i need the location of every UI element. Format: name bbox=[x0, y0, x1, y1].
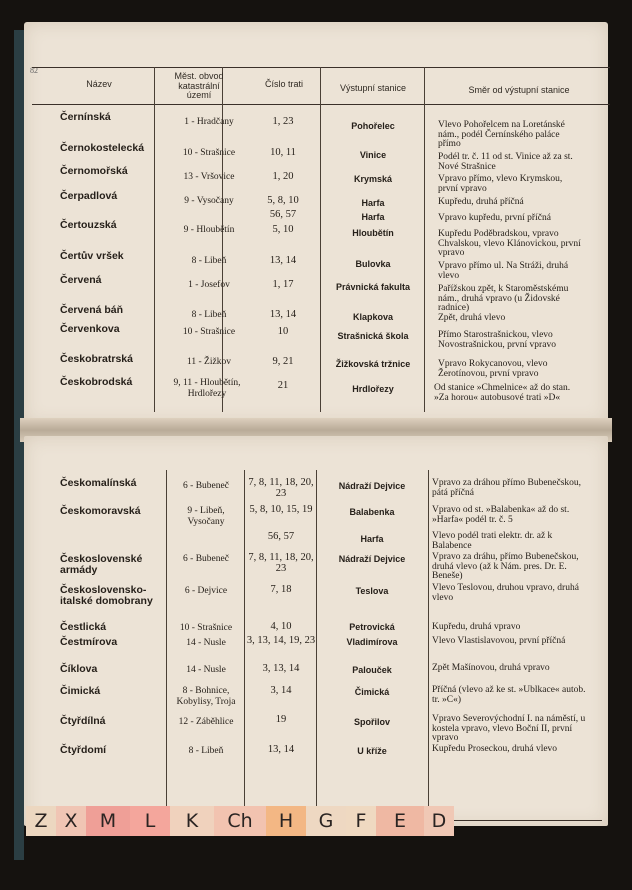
track-numbers: 3, 14 bbox=[270, 685, 292, 696]
street-name: Českobrodská bbox=[60, 376, 133, 388]
stop-name: Spořilov bbox=[353, 717, 390, 727]
direction-text: Kupředu Proseckou, druhá vlevo bbox=[432, 744, 558, 754]
track-numbers: 3, 13, 14 bbox=[262, 663, 300, 674]
district: 12 - Záběhlice bbox=[178, 717, 234, 727]
index-tab-strip bbox=[26, 806, 596, 846]
stop-name: Harfa bbox=[361, 198, 385, 208]
district: 9, 11 - Hloubětín, Hrdlořezy bbox=[173, 378, 241, 399]
table-top-rule bbox=[32, 67, 610, 68]
index-tab[interactable]: Z bbox=[26, 806, 56, 836]
district: 1 - Hradčany bbox=[184, 117, 234, 127]
stop-name: Harfa bbox=[361, 212, 385, 222]
direction-text: Kupředu, druhá vpravo bbox=[432, 622, 521, 632]
district: 6 - Bubeneč bbox=[183, 554, 229, 564]
direction-text: Vpravo přímo, vlevo Krymskou, první vpravo bbox=[438, 174, 563, 194]
street-name: Červená báň bbox=[60, 304, 124, 316]
index-tab[interactable]: X bbox=[56, 806, 86, 836]
track-numbers: 13, 14 bbox=[269, 309, 297, 320]
index-tab[interactable]: L bbox=[130, 806, 170, 836]
index-tab[interactable]: Ch bbox=[214, 806, 266, 836]
header-rule bbox=[32, 104, 610, 105]
district: 9 - Vysočany bbox=[184, 196, 234, 206]
track-numbers: 7, 8, 11, 18, 20, 23 bbox=[248, 552, 314, 574]
district: 9 - Libeň, Vysočany bbox=[187, 506, 225, 527]
district: 8 - Libeň bbox=[191, 256, 227, 266]
stop-name: Vladimírova bbox=[346, 637, 398, 647]
direction-text: Přímo Starostrašnickou, vlevo Novostrašnickou, první vpravo bbox=[438, 330, 556, 350]
stop-name: Bulovka bbox=[355, 259, 391, 269]
street-name: Českomoravská bbox=[60, 505, 141, 517]
stop-name: Vinice bbox=[359, 150, 387, 160]
direction-text: Vlevo Vlastislavovou, první příčná bbox=[432, 636, 566, 646]
direction-text: Vpravo za dráhu, přímo Bubenečskou, druhá vlevo (až k Nám. pres. Dr. E. Beneše) bbox=[432, 552, 579, 581]
street-name: Čtyřdílná bbox=[60, 715, 106, 727]
district: 8 - Libeň bbox=[191, 310, 227, 320]
track-numbers: 13, 14 bbox=[267, 744, 295, 755]
track-numbers: 3, 13, 14, 19, 23 bbox=[246, 635, 316, 646]
direction-text: Vpravo přímo ul. Na Stráži, druhá vlevo bbox=[438, 261, 569, 281]
track-numbers: 1, 20 bbox=[272, 171, 294, 182]
stop-name: Palouček bbox=[352, 665, 392, 675]
track-numbers: 19 bbox=[275, 714, 287, 725]
page-number: 82 bbox=[30, 66, 38, 75]
stop-name: Petrovická bbox=[349, 622, 395, 632]
track-numbers: 21 bbox=[277, 380, 289, 391]
stop-name: Strašnická škola bbox=[337, 331, 409, 341]
header-direction: Směr od výstupní stanice bbox=[468, 85, 570, 95]
direction-text: Zpět Mašínovou, druhá vpravo bbox=[432, 663, 550, 673]
district: 14 - Nusle bbox=[186, 638, 226, 648]
district: 13 - Vršovice bbox=[183, 172, 235, 182]
direction-text: Vlevo Teslovou, druhou vpravo, druhá vlevo bbox=[432, 583, 579, 603]
stop-name: Hrdlořezy bbox=[352, 384, 394, 394]
stop-name: Teslova bbox=[355, 586, 389, 596]
street-name: Černokostelecká bbox=[60, 142, 145, 154]
page-top bbox=[24, 22, 608, 424]
district: 1 - Josefov bbox=[188, 280, 230, 290]
stop-name: U kříže bbox=[357, 746, 387, 756]
index-tab[interactable]: K bbox=[170, 806, 214, 836]
direction-text: Vpravo od st. »Balabenka« až do st. »Harfa« podél tr. č. 5 bbox=[432, 505, 570, 525]
district: 8 - Libeň bbox=[188, 746, 224, 756]
district: 6 - Bubeneč bbox=[183, 481, 229, 491]
district: 8 - Bohnice, Kobylisy, Troja bbox=[176, 686, 236, 707]
direction-text: Vpravo za dráhou přímo Bubenečskou, pátá příčná bbox=[432, 478, 582, 498]
street-name: Čtyřdomí bbox=[60, 744, 107, 756]
direction-text: Podél tr. č. 11 od st. Vinice až za st. Nové Strašnice bbox=[438, 152, 573, 172]
district: 14 - Nusle bbox=[186, 665, 226, 675]
street-name: Českobratrská bbox=[60, 353, 133, 365]
street-name: Čertův vršek bbox=[60, 250, 124, 262]
track-numbers: 10, 11 bbox=[270, 147, 296, 158]
stop-name: Pohořelec bbox=[351, 121, 395, 131]
direction-text: Vlevo Pohořelcem na Loretánské nám., podél Černínského paláce přímo bbox=[438, 120, 565, 149]
stop-name: Žižkovská tržnice bbox=[335, 359, 411, 369]
header-station: Výstupní stanice bbox=[339, 83, 407, 93]
track-numbers: 56, 57 bbox=[269, 209, 297, 220]
index-tab[interactable]: E bbox=[376, 806, 424, 836]
stop-name: Klapkova bbox=[352, 312, 394, 322]
track-numbers: 7, 8, 11, 18, 20, 23 bbox=[248, 477, 314, 499]
header-name: Název bbox=[86, 79, 112, 89]
track-numbers: 10 bbox=[277, 326, 289, 337]
index-tab[interactable]: G bbox=[306, 806, 346, 836]
direction-text: Zpět, druhá vlevo bbox=[438, 313, 506, 323]
index-tab[interactable]: F bbox=[346, 806, 376, 836]
district: 10 - Strašnice bbox=[182, 327, 236, 337]
direction-text: Pařížskou zpět, k Staroměstskému nám., druhá vpravo (u Židovské radnice) bbox=[438, 284, 569, 313]
col-divider bbox=[428, 470, 429, 820]
track-numbers: 4, 10 bbox=[270, 621, 292, 632]
district: 6 - Dejvice bbox=[184, 586, 228, 596]
book-spine bbox=[14, 30, 24, 860]
direction-text: Vpravo Severovýchodní I. na náměstí, u kostela vpravo, vlevo Boční II, první vpravo bbox=[432, 714, 586, 743]
direction-text: Vpravo kupředu, první příčná bbox=[438, 213, 551, 223]
district: 9 - Hloubětín bbox=[183, 225, 235, 235]
street-name: Čerpadlová bbox=[60, 190, 118, 202]
track-numbers: 9, 21 bbox=[272, 356, 294, 367]
street-name: Čestlická bbox=[60, 621, 107, 633]
track-numbers: 1, 17 bbox=[272, 279, 294, 290]
street-name: Českomalínská bbox=[60, 477, 137, 489]
stop-name: Čimická bbox=[354, 687, 390, 697]
track-numbers: 56, 57 bbox=[267, 531, 295, 542]
track-numbers: 5, 8, 10, 15, 19 bbox=[249, 504, 313, 515]
stop-name: Nádraží Dejvice bbox=[338, 481, 406, 491]
direction-text: Vlevo podél trati elektr. dr. až k Balabence bbox=[432, 531, 553, 551]
street-name: Čimická bbox=[60, 685, 101, 697]
track-numbers: 7, 18 bbox=[270, 584, 292, 595]
direction-text: Vpravo Rokycanovou, vlevo Žerotínovou, první vpravo bbox=[438, 359, 548, 379]
stop-name: Balabenka bbox=[349, 507, 395, 517]
district: 10 - Strašnice bbox=[182, 148, 236, 158]
track-numbers: 5, 10 bbox=[272, 224, 294, 235]
district: 11 - Žižkov bbox=[187, 357, 231, 367]
header-track: Číslo trati bbox=[264, 79, 303, 89]
stop-name: Hloubětín bbox=[352, 228, 394, 238]
stop-name: Nádraží Dejvice bbox=[338, 554, 406, 564]
district: 10 - Strašnice bbox=[179, 623, 233, 633]
direction-text: Příčná (vlevo až ke st. »Ublkace« autob. tr. »C«) bbox=[432, 685, 586, 705]
direction-text: Od stanice »Chmelnice« až do stan. »Za horou« autobusové trati »D« bbox=[434, 383, 571, 403]
street-name: Červenkova bbox=[60, 323, 120, 335]
street-name: Československo-italské domobrany bbox=[60, 584, 153, 607]
street-name: Čertouzská bbox=[60, 219, 117, 231]
stop-name: Právnická fakulta bbox=[335, 282, 411, 292]
street-name: Číklova bbox=[60, 663, 98, 675]
street-name: Československé armády bbox=[60, 553, 143, 576]
index-tab[interactable]: D bbox=[424, 806, 454, 836]
stop-name: Harfa bbox=[360, 534, 384, 544]
track-numbers: 13, 14 bbox=[269, 255, 297, 266]
index-tab[interactable]: M bbox=[86, 806, 130, 836]
index-tab[interactable]: H bbox=[266, 806, 306, 836]
page-bottom bbox=[24, 436, 608, 826]
track-numbers: 1, 23 bbox=[272, 116, 294, 127]
street-name: Čestmírova bbox=[60, 636, 118, 648]
direction-text: Kupředu Poděbradskou, vpravo Chvalskou, vlevo Klánovickou, první vpravo bbox=[438, 229, 581, 258]
street-name: Černínská bbox=[60, 111, 111, 123]
direction-text: Kupředu, druhá příčná bbox=[438, 197, 524, 207]
street-name: Červená bbox=[60, 274, 102, 286]
track-numbers: 5, 8, 10 bbox=[267, 195, 299, 206]
street-name: Černomořská bbox=[60, 165, 128, 177]
stop-name: Krymská bbox=[353, 174, 393, 184]
header-district: Měst. obvod katastrální území bbox=[174, 71, 224, 100]
